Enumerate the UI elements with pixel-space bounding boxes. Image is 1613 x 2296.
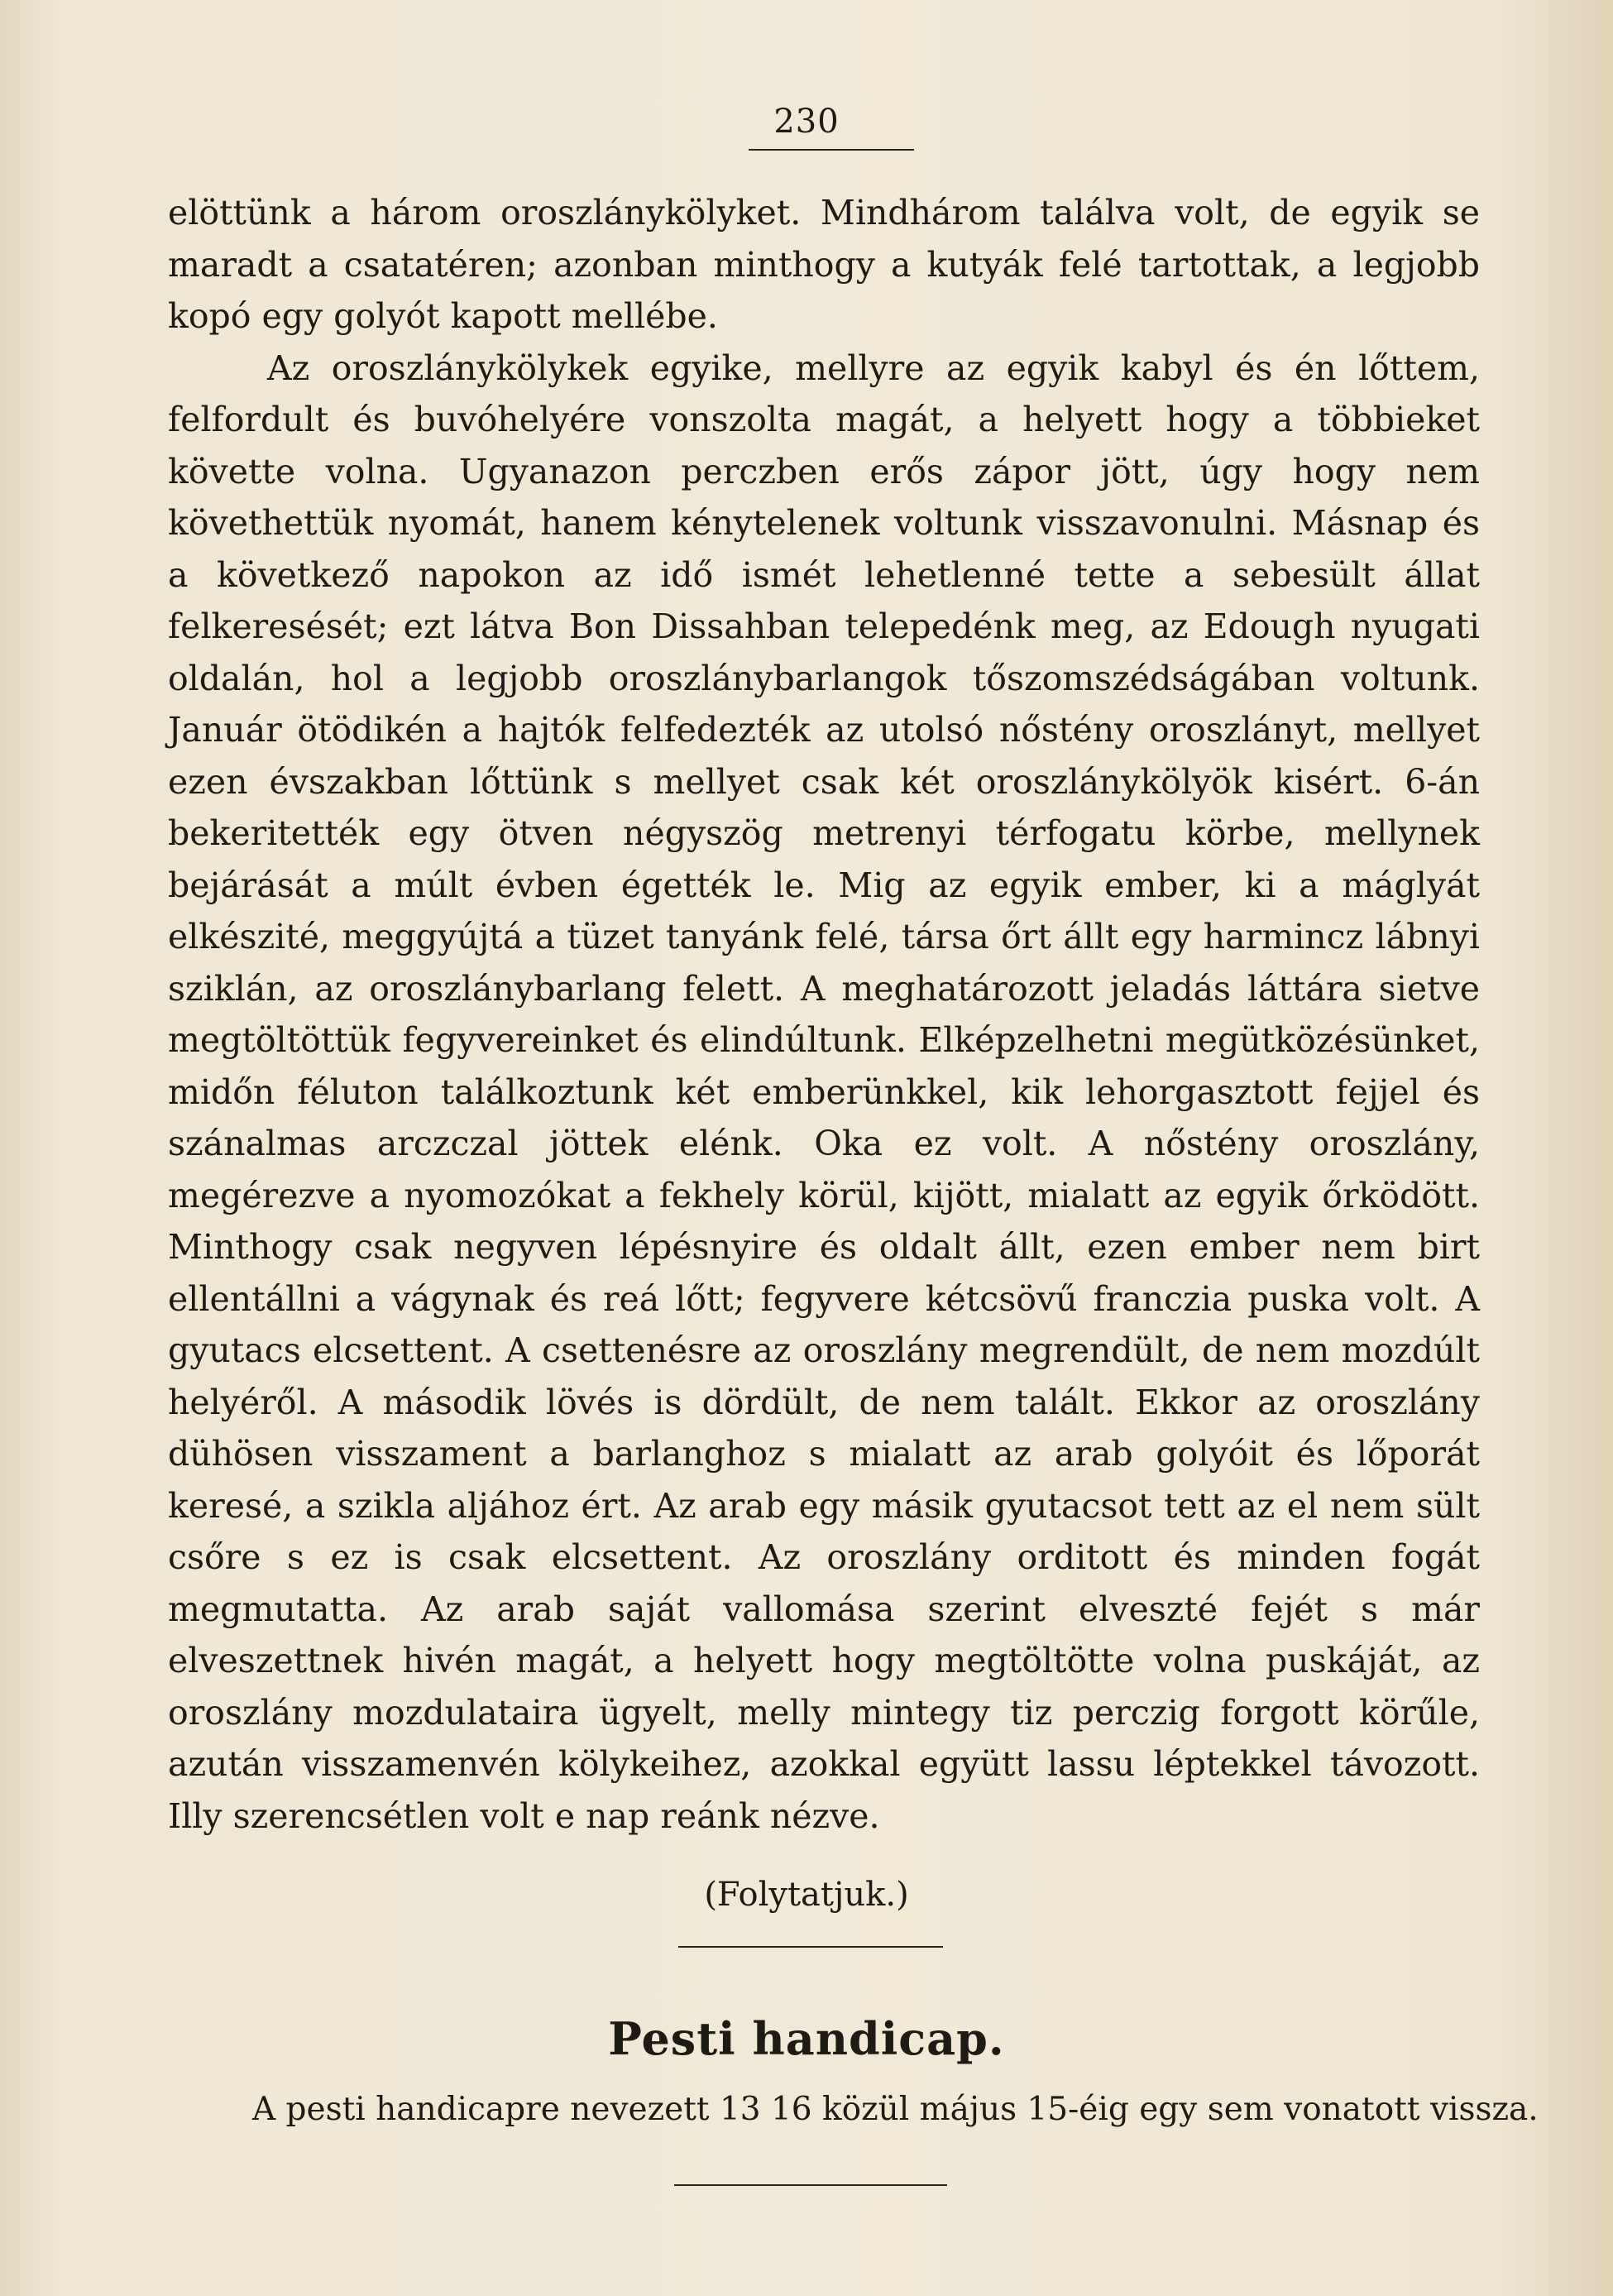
- page-number: 230: [773, 103, 840, 141]
- paragraph-2: Az oroszlánykölykek egyike, mellyre az egyik kabyl és én lőttem, felfordult és buvóhelyére vonszolta magát, a helyett hogy a többieket követte volna. Ugyanazon perczben erős zápor jött, úgy hogy nem követhettük nyomát, hanem kénytelenek voltunk visszavonulni. Másnap és a következő napokon az idő ismét lehetlenné tette a sebesült állat felkeresését; ezt látva Bon Dissahban telepedénk meg, az Edough nyugati oldalán, hol a legjobb oroszlánybarlangok tőszomszédságában voltunk. Január ötödikén a hajtók felfedezték az utolsó nőstény oroszlányt, mellyet ezen évszakban lőttünk s mellyet csak két oroszlánykölyök kisért. 6-án bekeritették egy ötven négyszög metrenyi térfogatu körbe, mellynek bejárását a múlt évben égették le. Mig az egyik ember, ki a máglyát elkészité, meggyújtá a tüzet tanyánk felé, társa őrt állt egy harmincz lábnyi sziklán, az oroszlánybarlang felett. A meghatározott jeladás láttára sietve megtöltöttük fegyvereinket és elindúltunk. Elképzelhetni megütközésünket, midőn féluton találkoztunk két emberünkkel, kik lehorgasztott fejjel és szánalmas arczczal jöttek elénk. Oka ez volt. A nőstény oroszlány, megérezve a nyomozókat a fekhely körül, kijött, mialatt az egyik őrködött. Minthogy csak negyven lépésnyire és oldalt állt, ezen ember nem birt ellentállni a vágynak és reá lőtt; fegyvere kétcsövű franczia puska volt. A gyutacs elcsettent. A csettenésre az oroszlány megrendült, de nem mozdúlt helyéről. A második lövés is dördült, de nem talált. Ekkor az oroszlány dühösen visszament a barlanghoz s mialatt az arab golyóit és lőporát keresé, a szikla aljához ért. Az arab egy másik gyutacsot tett az el nem sült csőre s ez is csak elcsettent. Az oroszlány orditott és minden fogát megmutatta. Az arab saját vallomása szerint elveszté fejét s már elveszettnek hivén magát, a helyett hogy megtöltötte volna puskáját, az oroszlány mozdulataira ügyelt, melly mintegy tiz perczig forgott körűle, azután visszamenvén kölykeihez, azokkal együtt lassu léptekkel távozott. Illy szerencsétlen volt e nap reánk nézve.: [168, 348, 1480, 1836]
- continued-label: (Folytatjuk.): [704, 1876, 909, 1914]
- section-title: Pesti handicap.: [608, 2012, 1005, 2065]
- continued-rule: [678, 1946, 943, 1948]
- header-rule: [749, 149, 914, 151]
- article-body: [168, 187, 1480, 1842]
- end-rule: [674, 2184, 947, 2186]
- paragraph-1: elöttünk a három oroszlánykölyket. Mindhárom találva volt, de egyik se maradt a csatatéren; azonban minthogy a kutyák felé tartottak, a legjobb kopó egy golyót kapott mellébe.: [168, 193, 1480, 336]
- section-text: A pesti handicapre nevezett 13 16 közül május 15-éig egy sem vonatott vissza.: [252, 2091, 1539, 2128]
